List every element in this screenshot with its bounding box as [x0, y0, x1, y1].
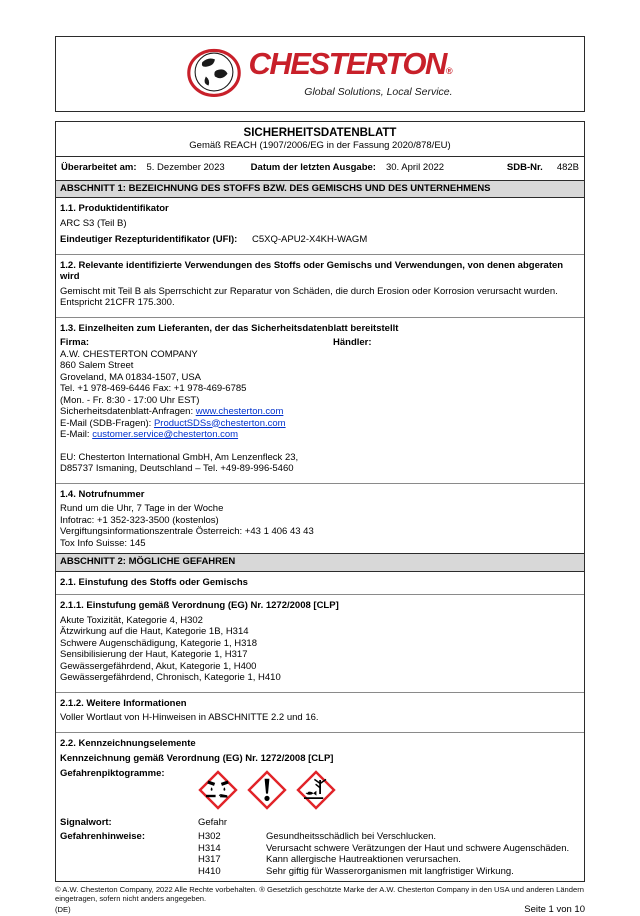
sds-email-line — [60, 418, 580, 430]
subsection-2-1-header: 2.1. Einstufung des Stoffs oder Gemischs — [60, 576, 248, 588]
distributor-label: Händler: — [333, 337, 372, 348]
subsection-1-1-body — [56, 217, 584, 250]
meta-row — [56, 157, 584, 181]
page-footer — [55, 885, 585, 916]
ufi-value: C5XQ-APU2-X4KH-WAGM — [251, 234, 368, 245]
emergency-infotrac: Infotrac: +1 352-323-3500 (kostenlos) — [60, 514, 219, 526]
company-name: A.W. CHESTERTON COMPANY — [60, 348, 198, 360]
clp-class-line: Gewässergefährdend, Chronisch, Kategorie 1, H410 — [60, 672, 281, 683]
hazard-statements-row — [60, 831, 580, 877]
spacer — [60, 441, 580, 452]
company-phone-fax: Tel. +1 978-469-6446 Fax: +1 978-469-6785 — [60, 383, 247, 394]
hazard-code: H317 — [198, 854, 221, 865]
pictograms-label: Gefahrenpiktogramme: — [60, 767, 165, 779]
hazard-text: Gesundheitsschädlich bei Verschlucken. — [266, 831, 437, 842]
emergency-austria: Vergiftungsinformationszentrale Österreich: +43 1 406 43 43 — [60, 526, 314, 537]
subsection-1-2-header: 1.2. Relevante identifizierte Verwendungen des Stoffs oder Gemischs und Verwendungen, von denen abgeraten wird — [56, 254, 584, 285]
registered-mark: ® — [445, 66, 453, 77]
sds-request-label: Sicherheitsdatenblatt-Anfragen: — [60, 406, 196, 417]
ghs09-environment-icon — [296, 770, 336, 810]
hazard-text: Kann allergische Hautreaktionen verursachen. — [266, 854, 461, 865]
pictograms-row — [60, 768, 580, 814]
service-email-line — [60, 429, 580, 441]
chesterton-logo — [187, 45, 452, 103]
website-link[interactable]: www.chesterton.com — [195, 406, 284, 417]
service-email-label: E-Mail: — [60, 429, 93, 440]
subsection-2-2-header: 2.2. Kennzeichnungselemente — [56, 732, 584, 752]
logo-text — [248, 46, 453, 99]
sds-email-link[interactable]: ProductSDSs@chesterton.com — [153, 417, 286, 429]
ghs-pictograms — [198, 768, 580, 814]
subsection-1-1-header: 1.1. Produktidentifikator — [60, 203, 169, 214]
subsection-2-2-body — [56, 767, 584, 882]
globe-logo-icon — [187, 45, 241, 103]
subsection-2-1-2-body: Voller Wortlaut von H-Hinweisen in ABSCHNITTE 2.2 und 16. — [60, 712, 319, 723]
subsection-2-1-1-header: 2.1.1. Einstufung gemäß Verordnung (EG) Nr. 1272/2008 [CLP] — [56, 594, 584, 614]
service-email-link[interactable]: customer.service@chesterton.com — [92, 429, 239, 440]
company-hours: (Mon. - Fr. 8:30 - 17:00 Uhr EST) — [60, 394, 200, 406]
footer-row — [55, 904, 585, 916]
brand-wordmark — [248, 46, 453, 86]
signal-word-label: Signalwort: — [60, 816, 112, 828]
ufi-label: Eindeutiger Rezepturidentifikator (UFI): — [60, 234, 238, 245]
hazard-code: H302 — [198, 831, 221, 842]
emergency-availability: Rund um die Uhr, 7 Tage in der Woche — [60, 503, 224, 514]
subsection-1-4-body — [56, 502, 584, 553]
sds-number-label: SDB-Nr. — [506, 162, 543, 173]
subsection-1-3-header: 1.3. Einzelheiten zum Lieferanten, der das Sicherheitsdatenblatt bereitstellt — [56, 317, 584, 337]
company-label: Firma: — [60, 337, 90, 348]
eu-entity-line1: EU: Chesterton International GmbH, Am Lenzenfleck 23, — [60, 451, 299, 463]
copyright-notice: © A.W. Chesterton Company, 2022 Alle Rechte vorbehalten. ® Gesetzlich geschützte Marke der A.W. Chesterton Company in den USA und anderen Ländern eingetragen, sofern nicht anders angegeben. — [55, 885, 584, 903]
clp-class-line: Akute Toxizität, Kategorie 4, H302 — [60, 614, 203, 626]
subsection-2-1-1-body — [56, 614, 584, 688]
section-1-header: ABSCHNITT 1: BEZEICHNUNG DES STOFFS BZW. DES GEMISCHS UND DES UNTERNEHMENS — [56, 181, 584, 199]
hazard-text: Verursacht schwere Verätzungen der Haut und schwere Augenschäden. — [266, 842, 570, 854]
subsection-1-3-body — [56, 336, 584, 479]
brand-name: CHESTERTON — [248, 46, 446, 82]
hazard-statement — [198, 843, 580, 855]
clp-class-line: Sensibilisierung der Haut, Kategorie 1, H317 — [60, 649, 248, 660]
ghs05-corrosion-icon — [198, 770, 238, 810]
clp-labelling-subheader: Kennzeichnung gemäß Verordnung (EG) Nr. 1272/2008 [CLP] — [60, 753, 334, 764]
sds-request-line — [60, 406, 580, 418]
sds-number-value: 482B — [556, 162, 579, 173]
logo-header-box — [55, 36, 585, 112]
hazard-statement — [198, 854, 580, 866]
revised-date-label: Überarbeitet am: — [61, 162, 137, 173]
last-issue-date-value: 30. April 2022 — [385, 162, 445, 173]
title-block — [56, 122, 584, 157]
clp-class-line: Schwere Augenschädigung, Kategorie 1, H318 — [60, 637, 257, 649]
product-identifier: ARC S3 (Teil B) — [60, 217, 127, 229]
section-2-header: ABSCHNITT 2: MÖGLICHE GEFAHREN — [56, 553, 584, 572]
brand-tagline: Global Solutions, Local Service. — [304, 86, 453, 99]
sds-email-label: E-Mail (SDB-Fragen): — [60, 417, 154, 429]
emergency-suisse: Tox Info Suisse: 145 — [60, 537, 146, 549]
company-city: Groveland, MA 01834-1507, USA — [60, 371, 202, 383]
language-code: (DE) — [55, 905, 71, 914]
hazard-statement — [198, 831, 580, 843]
subsection-2-1-2-header: 2.1.2. Weitere Informationen — [56, 692, 584, 712]
signal-word-row — [60, 817, 580, 829]
sds-page — [55, 0, 585, 916]
clp-class-line: Ätzwirkung auf die Haut, Kategorie 1B, H314 — [60, 626, 249, 637]
last-issue-date-label: Datum der letzten Ausgabe: — [250, 162, 376, 173]
subsection-1-4-header: 1.4. Notrufnummer — [56, 483, 584, 503]
signal-word-value: Gefahr — [198, 816, 228, 828]
document-box — [55, 121, 585, 882]
supplier-columns — [60, 337, 580, 349]
subsection-1-2-body: Gemischt mit Teil B als Sperrschicht zur Reparatur von Schäden, die durch Erosion oder Korrosion verursacht wurden. Entspricht 21CFR 175.300. — [60, 285, 558, 308]
hazard-statement — [198, 866, 580, 878]
company-street: 860 Salem Street — [60, 360, 134, 371]
document-title: SICHERHEITSDATENBLATT — [243, 127, 397, 139]
clp-class-line: Gewässergefährdend, Akut, Kategorie 1, H400 — [60, 660, 257, 672]
revised-date-value: 5. Dezember 2023 — [146, 162, 225, 173]
hazard-code: H314 — [198, 842, 221, 854]
page-number: Seite 1 von 10 — [524, 904, 585, 915]
hazard-code: H410 — [198, 865, 221, 877]
document-subtitle: Gemäß REACH (1907/2006/EG in der Fassung 2020/878/EU) — [189, 140, 451, 151]
hazard-statements-list — [198, 831, 580, 877]
hazard-statements-label: Gefahrenhinweise: — [60, 831, 145, 842]
eu-entity-line2: D85737 Ismaning, Deutschland – Tel. +49-89-996-5460 — [60, 463, 294, 474]
ghs07-exclamation-mark-icon — [247, 770, 287, 810]
hazard-text: Sehr giftig für Wasserorganismen mit langfristiger Wirkung. — [266, 865, 514, 877]
